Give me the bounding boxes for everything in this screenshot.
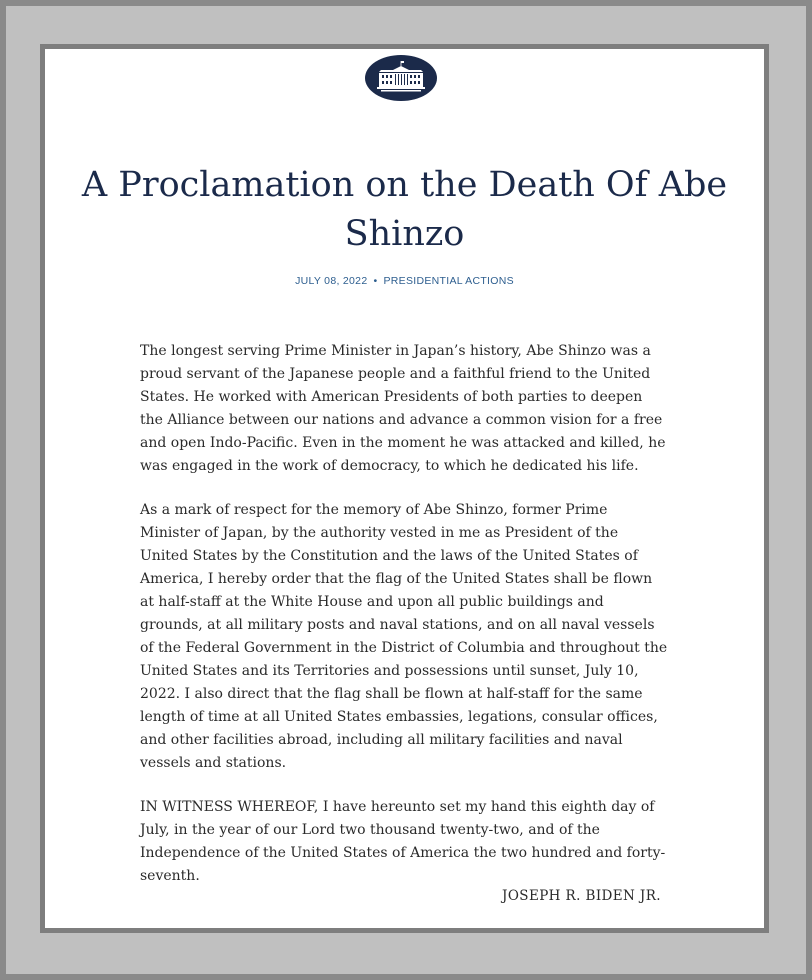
post-meta — [45, 275, 764, 287]
post-date[interactable]: JULY 08, 2022 — [295, 275, 368, 287]
meta-separator: • — [373, 275, 378, 287]
paragraph: The longest serving Prime Minister in Japan’s history, Abe Shinzo was a proud servant of the Japanese people and a faithful friend to the United States. He worked with American Presidents of both parties to deepen the Alliance between our nations and advance a common vision for a free and open Indo-Pacific. Even in the moment he was attacked and killed, he was engaged in the work of democracy, to which he dedicated his life. — [140, 343, 666, 474]
proclamation-body — [140, 340, 668, 909]
white-house-seal-icon[interactable] — [365, 55, 437, 101]
signature: JOSEPH R. BIDEN JR. — [502, 888, 661, 904]
paragraph: IN WITNESS WHEREOF, I have hereunto set my hand this eighth day of July, in the year of our Lord two thousand twenty-two, and of the Independence of the United States of America the two hundred and forty-seventh. — [140, 799, 666, 884]
paragraph: As a mark of respect for the memory of Abe Shinzo, former Prime Minister of Japan, by the authority vested in me as President of the United States by the Constitution and the laws of the United States of America, I hereby order that the flag of the United States shall be flown at half-staff at the White House and upon all public buildings and grounds, at all military posts and naval stations, and on all naval vessels of the Federal Government in the District of Columbia and throughout the United States and its Territories and possessions until sunset, July 10, 2022. I also direct that the flag shall be flown at half-staff for the same length of time at all United States embassies, legations, consular offices, and other facilities abroad, including all military facilities and naval vessels and stations. — [140, 502, 668, 771]
document-frame — [40, 44, 769, 933]
page-title: A Proclamation on the Death Of Abe Shinzo — [81, 165, 728, 254]
post-category-link[interactable]: PRESIDENTIAL ACTIONS — [383, 275, 514, 287]
